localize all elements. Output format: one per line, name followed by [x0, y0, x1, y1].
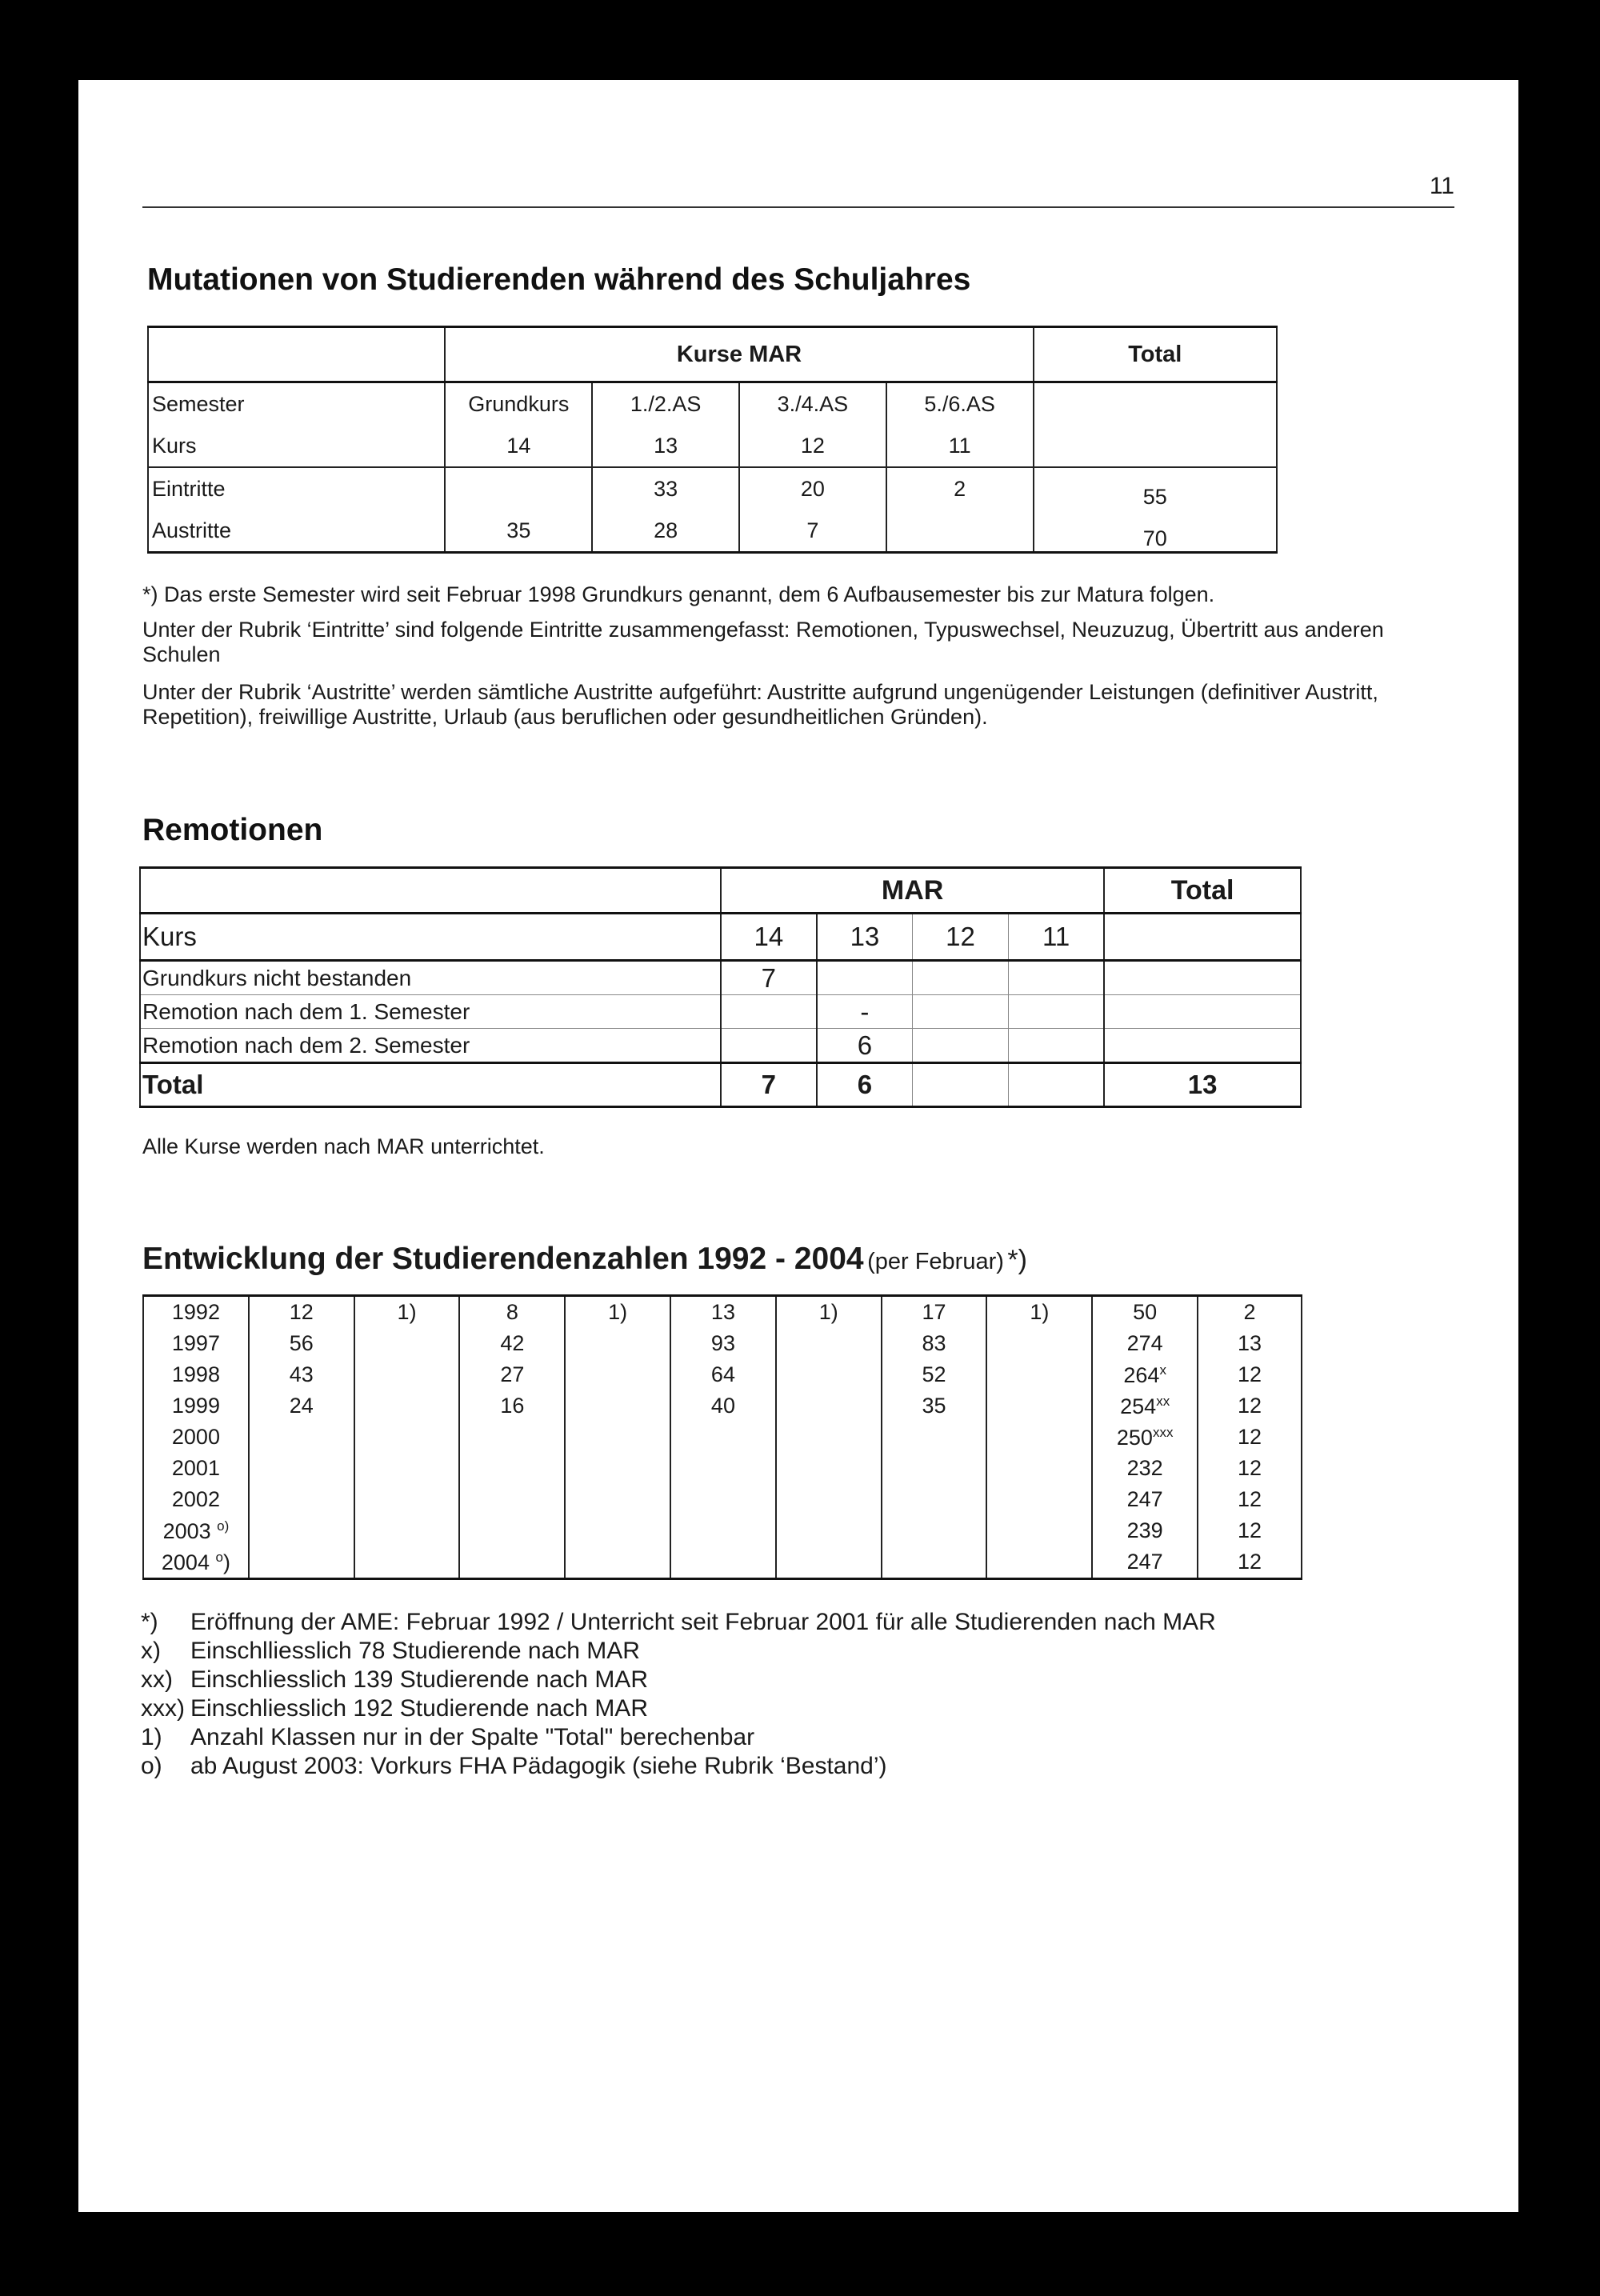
total-cell: 50: [1092, 1296, 1198, 1329]
header-kurse-mar: Kurse MAR: [445, 327, 1033, 382]
header-mar: MAR: [721, 868, 1104, 914]
value-cell: [670, 1515, 776, 1546]
table-row: Remotion nach dem 2. Semester 6: [140, 1029, 1301, 1063]
value-cell: [776, 1546, 882, 1579]
value-cell: [565, 1422, 670, 1453]
value-cell: 16: [459, 1390, 565, 1422]
value-cell: [882, 1515, 987, 1546]
table-row: [143, 1390, 1302, 1422]
value-cell: [670, 1484, 776, 1515]
footnote-key: x): [141, 1638, 161, 1664]
kurs-row: Kurs 14 13 12 11: [140, 914, 1301, 961]
footnote-key: xx): [141, 1666, 173, 1693]
table-row: Eintritte 33 20 2 55: [148, 467, 1277, 510]
value-cell: [354, 1328, 460, 1359]
value-cell: [776, 1390, 882, 1422]
mutationen-table: [147, 326, 1278, 554]
table-row: [143, 1453, 1302, 1484]
value-cell: [249, 1484, 354, 1515]
value-cell: 35: [882, 1390, 987, 1422]
klassen-cell: 12: [1198, 1390, 1302, 1422]
footnote: [141, 1608, 1216, 1637]
year-cell: 2003 $^{o)}$: [143, 1515, 249, 1546]
value-cell: [249, 1453, 354, 1484]
entwicklung-title-star: *): [1007, 1245, 1027, 1275]
total-row: Total 7 6 13: [140, 1063, 1301, 1107]
table-row: [143, 1546, 1302, 1579]
value-cell: [776, 1328, 882, 1359]
value-cell: [249, 1515, 354, 1546]
table-row: [143, 1422, 1302, 1453]
table-row: [143, 1359, 1302, 1390]
value-cell: 1): [565, 1296, 670, 1329]
value-cell: [776, 1515, 882, 1546]
entwicklung-table: [142, 1294, 1302, 1580]
value-cell: [459, 1453, 565, 1484]
value-cell: [986, 1453, 1092, 1484]
remotionen-note: Alle Kurse werden nach MAR unterrichtet.: [142, 1134, 545, 1158]
table-row: [143, 1515, 1302, 1546]
value-cell: 1): [776, 1296, 882, 1329]
value-cell: [249, 1422, 354, 1453]
value-cell: [565, 1484, 670, 1515]
entwicklung-title-line: [142, 1242, 1027, 1277]
year-cell: 2004 $^o$): [143, 1546, 249, 1579]
value-cell: 43: [249, 1359, 354, 1390]
value-cell: 27: [459, 1359, 565, 1390]
value-cell: [986, 1484, 1092, 1515]
value-cell: [670, 1546, 776, 1579]
footnote-key: o): [141, 1753, 162, 1779]
value-cell: 12: [249, 1296, 354, 1329]
table-row: [143, 1484, 1302, 1515]
year-cell: 1992: [143, 1296, 249, 1329]
klassen-cell: 12: [1198, 1422, 1302, 1453]
klassen-cell: 13: [1198, 1328, 1302, 1359]
entwicklung-footnotes: [141, 1608, 1216, 1781]
value-cell: [354, 1515, 460, 1546]
total-cell: 247: [1092, 1546, 1198, 1579]
footnote-text: Einschliesslich 139 Studierende nach MAR: [190, 1666, 648, 1693]
footnote-key: 1): [141, 1724, 162, 1750]
entwicklung-title-suffix: (per Februar): [867, 1249, 1004, 1274]
footnote-text: ab August 2003: Vorkurs FHA Pädagogik (siehe Rubrik ‘Bestand’): [190, 1753, 887, 1779]
year-cell: 1997: [143, 1328, 249, 1359]
document-page: [78, 80, 1518, 2212]
mutationen-note-2: Unter der Rubrik ‘Eintritte’ sind folgende Eintritte zusammengefasst: Remotionen, Typuswechsel, Neuzuzug, Übertritt aus anderen Schulen: [142, 618, 1384, 666]
value-cell: [882, 1422, 987, 1453]
value-cell: [776, 1484, 882, 1515]
total-cell: 274: [1092, 1328, 1198, 1359]
table-row: [143, 1296, 1302, 1329]
value-cell: [459, 1515, 565, 1546]
value-cell: [882, 1546, 987, 1579]
value-cell: [986, 1359, 1092, 1390]
year-cell: 1999: [143, 1390, 249, 1422]
value-cell: [459, 1546, 565, 1579]
footnote-text: Einschlliesslich 78 Studierende nach MAR: [190, 1638, 640, 1664]
table-row: [143, 1328, 1302, 1359]
value-cell: 40: [670, 1390, 776, 1422]
year-cell: 2000: [143, 1422, 249, 1453]
klassen-cell: 12: [1198, 1359, 1302, 1390]
total-cell: 247: [1092, 1484, 1198, 1515]
remotionen-title: Remotionen: [142, 813, 323, 847]
value-cell: [565, 1328, 670, 1359]
year-cell: 2002: [143, 1484, 249, 1515]
value-cell: 83: [882, 1328, 987, 1359]
value-cell: [249, 1546, 354, 1579]
year-cell: 1998: [143, 1359, 249, 1390]
total-cell: 250$^{xxx}$: [1092, 1422, 1198, 1453]
value-cell: [354, 1359, 460, 1390]
mutationen-note-3: Unter der Rubrik ‘Austritte’ werden sämtliche Austritte aufgeführt: Austritte aufgrund ungenügender Leistungen (definitiver Austritt, Repetition), freiwillige Austritte, Urlaub (aus beruflichen oder gesundheitlichen Gründen).: [142, 680, 1378, 729]
header-total: Total: [1034, 327, 1277, 382]
value-cell: 56: [249, 1328, 354, 1359]
value-cell: [354, 1453, 460, 1484]
table-row: Austritte 35 28 7 70: [148, 510, 1277, 553]
value-cell: 17: [882, 1296, 987, 1329]
value-cell: [565, 1359, 670, 1390]
total-cell: 264$^x$: [1092, 1359, 1198, 1390]
value-cell: 52: [882, 1359, 987, 1390]
klassen-cell: 12: [1198, 1484, 1302, 1515]
value-cell: [670, 1453, 776, 1484]
table-row: Grundkurs nicht bestanden 7: [140, 961, 1301, 995]
header-rule: [142, 206, 1454, 208]
value-cell: [354, 1484, 460, 1515]
value-cell: [986, 1422, 1092, 1453]
footnote-text: Anzahl Klassen nur in der Spalte "Total" berechenbar: [190, 1724, 755, 1750]
total-cell: 254$^{xx}$: [1092, 1390, 1198, 1422]
value-cell: 64: [670, 1359, 776, 1390]
klassen-cell: 12: [1198, 1453, 1302, 1484]
mutationen-title: Mutationen von Studierenden während des Schuljahres: [147, 262, 971, 297]
value-cell: [354, 1546, 460, 1579]
footnote-text: Eröffnung der AME: Februar 1992 / Unterricht seit Februar 2001 für alle Studierenden nach MAR: [190, 1609, 1216, 1635]
entwicklung-title: Entwicklung der Studierendenzahlen 1992 - 2004: [142, 1242, 864, 1276]
value-cell: [354, 1422, 460, 1453]
footnote: [141, 1694, 1216, 1723]
table-row: Semester Grundkurs 1./2.AS 3./4.AS 5./6.AS: [148, 382, 1277, 426]
klassen-cell: 2: [1198, 1296, 1302, 1329]
page-number: 11: [1429, 173, 1454, 199]
remotionen-table: [139, 866, 1302, 1108]
value-cell: [565, 1515, 670, 1546]
value-cell: [986, 1515, 1092, 1546]
value-cell: 93: [670, 1328, 776, 1359]
klassen-cell: 12: [1198, 1546, 1302, 1579]
value-cell: [565, 1453, 670, 1484]
footnote-text: Einschliesslich 192 Studierende nach MAR: [190, 1695, 648, 1722]
value-cell: [565, 1390, 670, 1422]
value-cell: [986, 1390, 1092, 1422]
footnote: [141, 1666, 1216, 1694]
value-cell: [459, 1422, 565, 1453]
value-cell: 13: [670, 1296, 776, 1329]
value-cell: 1): [354, 1296, 460, 1329]
table-row: Kurs 14 13 12 11: [148, 425, 1277, 467]
value-cell: [776, 1422, 882, 1453]
table-header-row: [140, 868, 1301, 914]
table-header-row: [148, 327, 1277, 382]
footnote-key: *): [141, 1609, 158, 1635]
header-total: Total: [1104, 868, 1301, 914]
year-cell: 2001: [143, 1453, 249, 1484]
value-cell: [565, 1546, 670, 1579]
mutationen-note-1: *) Das erste Semester wird seit Februar 1998 Grundkurs genannt, dem 6 Aufbausemester bis zur Matura folgen.: [142, 582, 1215, 606]
value-cell: [670, 1422, 776, 1453]
value-cell: 1): [986, 1296, 1092, 1329]
table-row: Remotion nach dem 1. Semester -: [140, 995, 1301, 1029]
value-cell: [882, 1484, 987, 1515]
value-cell: [776, 1359, 882, 1390]
value-cell: [882, 1453, 987, 1484]
value-cell: [776, 1453, 882, 1484]
value-cell: [459, 1484, 565, 1515]
value-cell: [986, 1546, 1092, 1579]
value-cell: 42: [459, 1328, 565, 1359]
total-cell: 239: [1092, 1515, 1198, 1546]
value-cell: 24: [249, 1390, 354, 1422]
footnote: [141, 1752, 1216, 1781]
value-cell: [354, 1390, 460, 1422]
footnote: [141, 1723, 1216, 1752]
value-cell: [986, 1328, 1092, 1359]
klassen-cell: 12: [1198, 1515, 1302, 1546]
footnote: [141, 1637, 1216, 1666]
value-cell: 8: [459, 1296, 565, 1329]
footnote-key: xxx): [141, 1695, 185, 1722]
total-cell: 232: [1092, 1453, 1198, 1484]
